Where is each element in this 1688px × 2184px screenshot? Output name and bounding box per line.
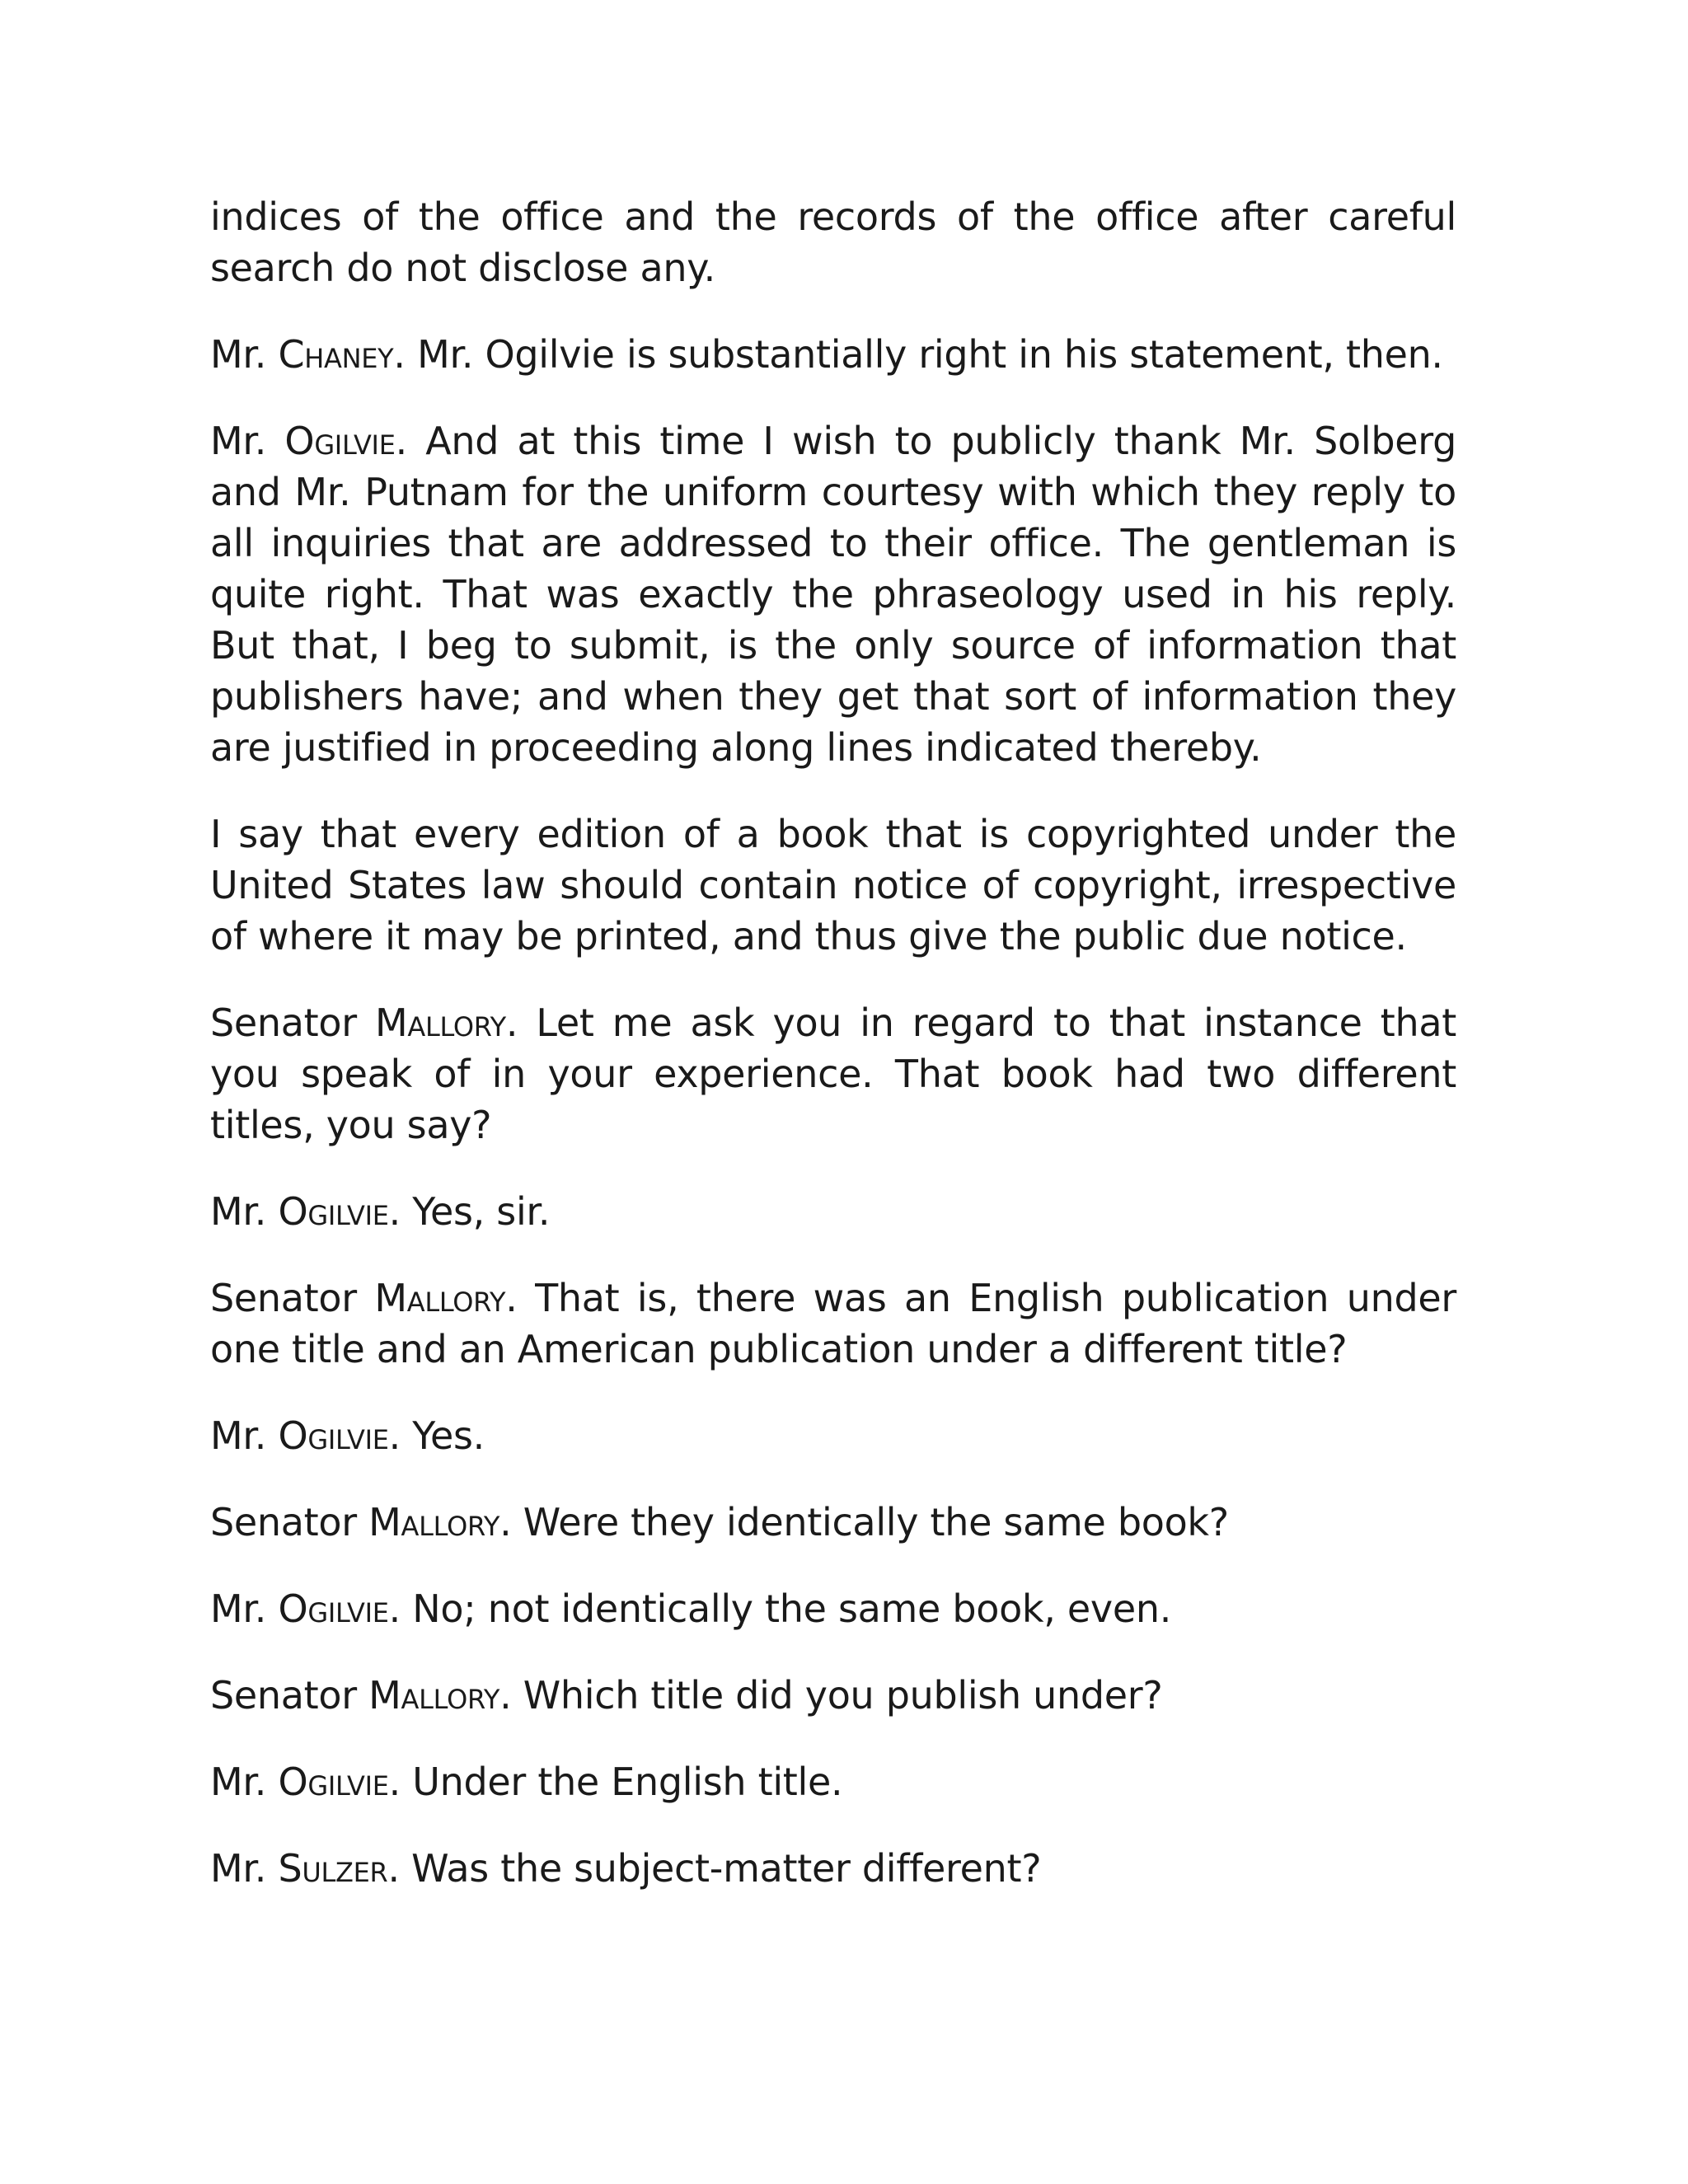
paragraph-text: . Which title did you publish under? xyxy=(499,1673,1163,1718)
paragraph-text: . And at this time I wish to publicly thank Mr. Solberg and Mr. Putnam for the uniform courtesy with which they reply to all inquiries that are addressed to their office. The gentleman is quite right. That was exactly the phraseology used in his reply. But that, I beg to submit, is the only source of information that publishers have; and when they get that sort of information they are justified in proceeding along lines indicated thereby. xyxy=(210,419,1456,770)
paragraph-text: . Was the subject-matter different? xyxy=(387,1846,1042,1891)
speaker-name: Ogilvie xyxy=(278,1760,389,1804)
document-page xyxy=(210,191,1456,1929)
paragraph-12 xyxy=(210,1756,1456,1807)
paragraph-4 xyxy=(210,808,1456,962)
speaker-name: Ogilvie xyxy=(278,1586,389,1631)
speaker-name: Ogilvie xyxy=(278,1189,389,1234)
speaker-prefix: Mr. xyxy=(210,332,279,377)
paragraph-9 xyxy=(210,1497,1456,1548)
speaker-name: Mallory xyxy=(368,1500,500,1544)
speaker-name: Chaney xyxy=(278,332,394,377)
speaker-prefix: Senator xyxy=(210,1001,375,1045)
speaker-name: Sulzer xyxy=(278,1846,388,1891)
paragraph-text: . Under the English title. xyxy=(388,1760,843,1804)
paragraph-7 xyxy=(210,1272,1456,1375)
speaker-prefix: Mr. xyxy=(210,1846,279,1891)
paragraph-10 xyxy=(210,1583,1456,1634)
speaker-name: Mallory xyxy=(375,1001,506,1045)
paragraph-text: I say that every edition of a book that is copyrighted under the United States law should contain notice of copyright, irrespective of where it may be printed, and thus give the public due notice. xyxy=(210,812,1456,958)
speaker-prefix: Senator xyxy=(210,1673,369,1718)
speaker-name: Ogilvie xyxy=(284,419,396,463)
speaker-prefix: Mr. xyxy=(210,419,285,463)
speaker-prefix: Mr. xyxy=(210,1189,279,1234)
paragraph-text: . Mr. Ogilvie is substantially right in his statement, then. xyxy=(393,332,1443,377)
paragraph-text: . Were they identically the same book? xyxy=(499,1500,1229,1544)
speaker-prefix: Mr. xyxy=(210,1413,279,1458)
paragraph-text: indices of the office and the records of the office after careful search do not disclose any. xyxy=(210,194,1456,290)
paragraph-1 xyxy=(210,191,1456,293)
paragraph-5 xyxy=(210,997,1456,1151)
paragraph-11 xyxy=(210,1670,1456,1721)
paragraph-text: . No; not identically the same book, even. xyxy=(388,1586,1172,1631)
paragraph-3 xyxy=(210,415,1456,773)
paragraph-2 xyxy=(210,329,1456,380)
paragraph-13 xyxy=(210,1843,1456,1894)
speaker-prefix: Mr. xyxy=(210,1760,279,1804)
speaker-prefix: Senator xyxy=(210,1500,369,1544)
paragraph-text: . That is, there was an English publication under one title and an American publication under a different title? xyxy=(210,1276,1456,1371)
speaker-name: Mallory xyxy=(368,1673,500,1718)
speaker-prefix: Mr. xyxy=(210,1586,279,1631)
paragraph-8 xyxy=(210,1410,1456,1461)
paragraph-6 xyxy=(210,1186,1456,1237)
paragraph-text: . Yes, sir. xyxy=(388,1189,551,1234)
speaker-name: Ogilvie xyxy=(278,1413,389,1458)
paragraph-text: . Let me ask you in regard to that instance that you speak of in your experience. That book had two different titles, you say? xyxy=(210,1001,1456,1147)
paragraph-text: . Yes. xyxy=(388,1413,485,1458)
speaker-prefix: Senator xyxy=(210,1276,375,1320)
speaker-name: Mallory xyxy=(374,1276,506,1320)
